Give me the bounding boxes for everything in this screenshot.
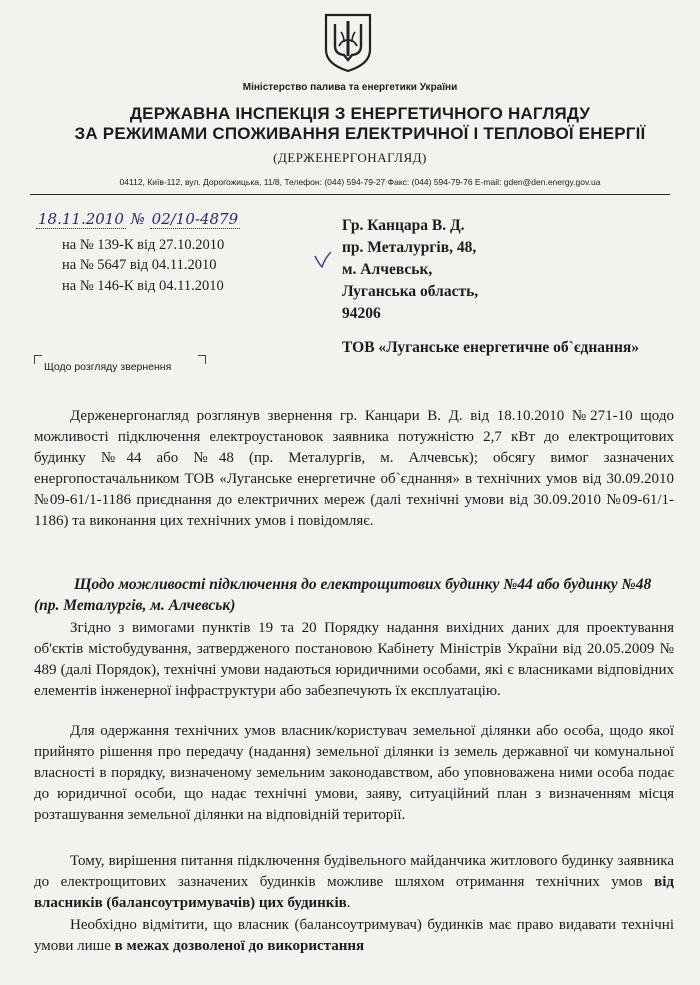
ministry-name: Міністерство палива та енергетики України (242, 82, 458, 93)
number-sign: № (130, 210, 145, 228)
paragraph-text (34, 851, 674, 914)
agency-name-line2: ЗА РЕЖИМАМИ СПОЖИВАННЯ ЕЛЕКТРИЧНОЇ І ТЕПЛОВОЇ ЕНЕРГІЇ (74, 124, 646, 143)
agency-abbreviation: (ДЕРЖЕНЕРГОНАГЛЯД) (273, 150, 427, 165)
reference-line: на № 146-К від 04.11.2010 (62, 278, 224, 294)
paragraph-text: Держенергонагляд розглянув звернення гр. Канцари В. Д. від 18.10.2010 №271-10 щодо можливості підключення електроустановок заявника потужністю 2,7 кВт до електрощитових будинку №44 або №48 (пр. Металургів, м. Алчевськ); обсягу вимог зазначених енергопостачальником ТОВ «Луганське енергетичне об`єднання» в технічних умов від 30.09.2010 №09-61/1-1186 приєднання до електричних мереж (далі технічні умови від 30.09.2010 №09-61/1-1186) та виконання цих технічних умов і повідомляє. (34, 408, 674, 529)
paragraph-text-part: Тому, вирішення питання підключення будівельного майданчика житлового будинку заявника до електрощитових зазначених будинків можливе шляхом отримання технічних умов (34, 853, 674, 890)
outgoing-date: 18.11.2010 (38, 210, 124, 228)
subject-line (34, 355, 206, 373)
body-paragraph (34, 618, 674, 702)
agency-contacts: 04112, Київ-112, вул. Дорогожицька, 11/8, Телефон: (044) 594-79-27 Факс: (044) 594-79-76 E-mail: gden@den.energy.gov.ua (119, 177, 601, 187)
paragraph-text-part: . (346, 895, 351, 911)
paragraph-text-part: Необхідно відмітити, що власник (балансоутримувач) будинків має право видавати технічні умови лише (34, 917, 674, 954)
paragraph-text (34, 915, 674, 957)
addressee-region: Луганська область, (342, 283, 479, 300)
addressee-name: Гр. Канцара В. Д. (342, 217, 465, 234)
body-paragraph (34, 915, 674, 957)
handwritten-check-icon (313, 250, 333, 270)
header-divider (30, 194, 670, 195)
trident-emblem-icon (322, 12, 374, 74)
paragraph-text: Для одержання технічних умов власник/користувач земельної ділянки або особа, щодо якої прийнято рішення про передачу (надання) земельної ділянки із земель державної чи комунальної власності в порядку, визначеному земельним законодавством, або уповноважена ними особа подає до юридичної особи, що надає технічні умови, заяву, ситуаційний план з визначенням місця розташування земельної ділянки на відповідній території. (34, 723, 674, 823)
outgoing-reg-number: 02/10-4879 (151, 210, 239, 228)
section-heading: Щодо можливості підключення до електрощитових будинку №44 або будинку №48 (пр. Металургів, м. Алчевськ) (34, 576, 652, 614)
paragraph-emphasis: в межах дозволеної до використання (114, 938, 365, 954)
body-paragraph (34, 721, 674, 826)
subject-text: Щодо розгляду звернення (44, 361, 172, 373)
reference-line: на № 5647 від 04.11.2010 (62, 257, 217, 273)
body-paragraph (34, 406, 674, 532)
paragraph-text: Згідно з вимогами пунктів 19 та 20 Порядку надання вихідних даних для проектування об'єктів містобудування, затвердженого постановою Кабінету Міністрів України від 20.05.2009 № 489 (далі Порядок), технічні умови надаються юридичними особами, які є власниками відповідних елементів інженерної інфраструктури або забезпечують їх експлуатацію. (34, 620, 674, 699)
addressee-city: м. Алчевськ, (342, 261, 433, 278)
subject-bracket-right (198, 355, 206, 364)
body-paragraph (34, 851, 674, 914)
addressee-organization: ТОВ «Луганське енергетичне об`єднання» (342, 339, 640, 356)
subject-bracket-left (34, 355, 42, 364)
paragraph-emphasis: від власників (балансоутримувачів) цих будинків (34, 874, 674, 911)
addressee-street: пр. Металургів, 48, (342, 239, 477, 256)
addressee-postcode: 94206 (342, 305, 381, 322)
agency-name-line1: ДЕРЖАВНА ІНСПЕКЦІЯ З ЕНЕРГЕТИЧНОГО НАГЛЯДУ (129, 104, 591, 123)
reference-line: на № 139-К від 27.10.2010 (62, 237, 225, 253)
outgoing-number (36, 210, 240, 228)
